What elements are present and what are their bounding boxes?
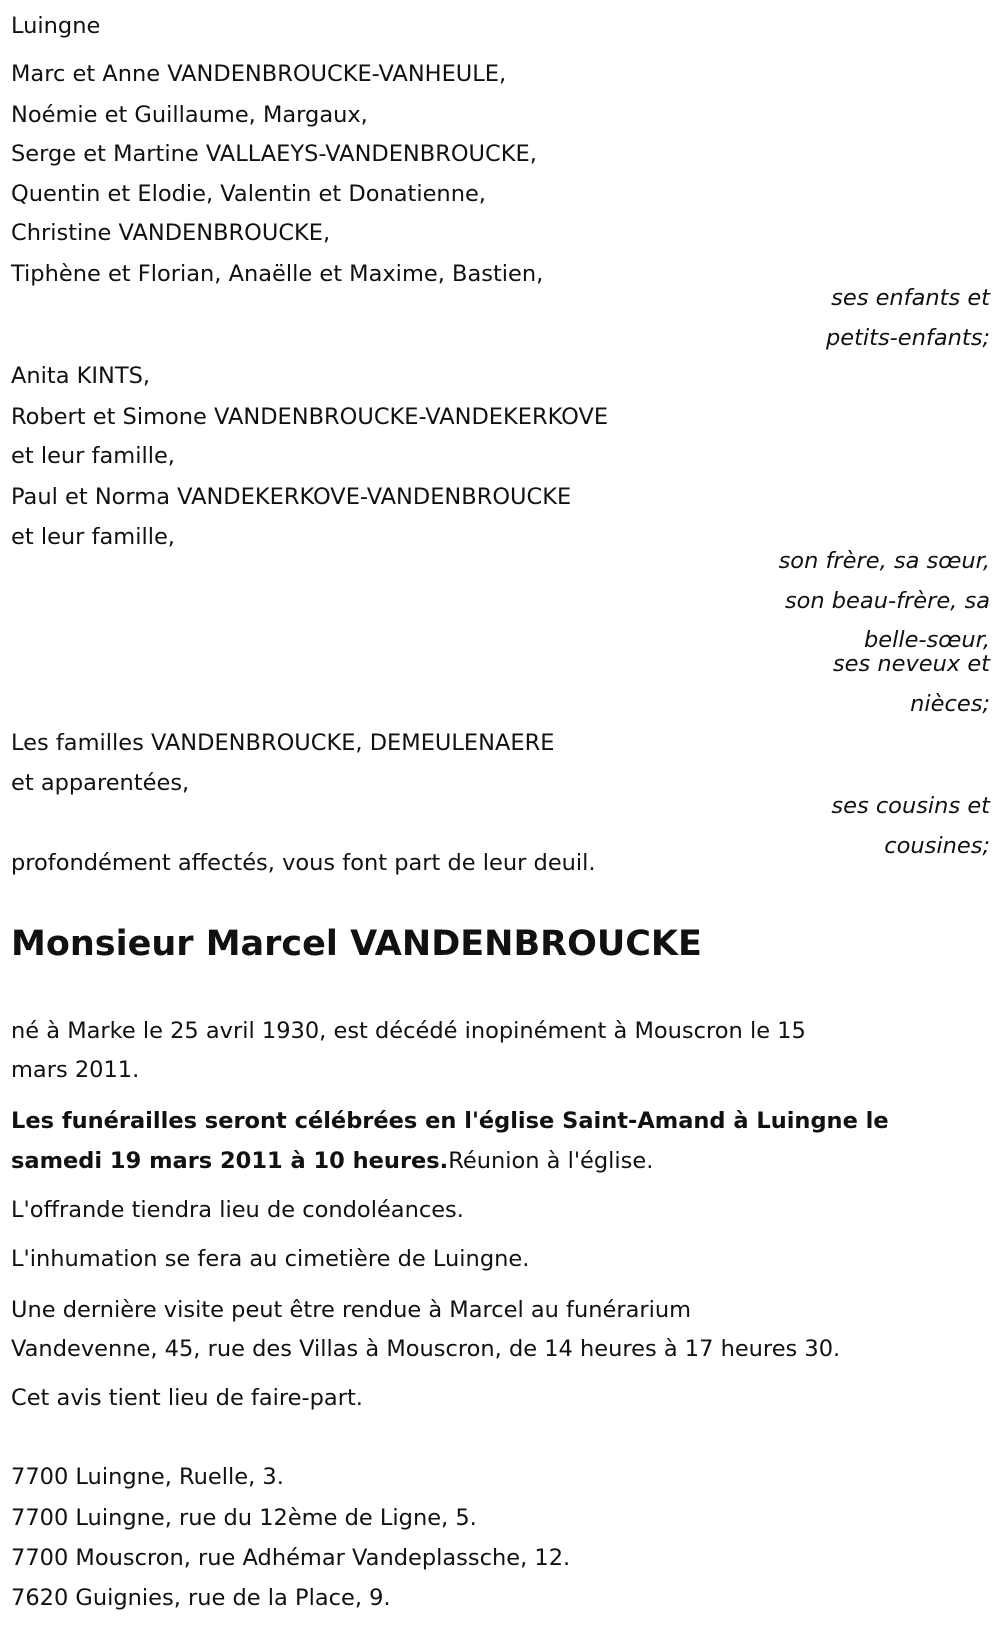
relation-label: ses enfants et [831, 285, 990, 311]
visit: Une dernière visite peut être rendue à Marcel au funérarium [11, 1297, 692, 1323]
family-line: Marc et Anne VANDENBROUCKE-VANHEULE, [11, 61, 507, 87]
relation-label: belle-sœur, [863, 627, 990, 653]
relation-label: cousines; [884, 833, 990, 859]
family-line: et apparentées, [11, 770, 190, 796]
closing-family: profondément affectés, vous font part de leur deuil. [11, 850, 596, 876]
offering: L'offrande tiendra lieu de condoléances. [11, 1197, 464, 1223]
address: 7620 Guignies, rue de la Place, 9. [11, 1585, 391, 1611]
family-line: Anita KINTS, [11, 363, 151, 389]
relation-label: ses cousins et [831, 793, 990, 819]
family-line: Les familles VANDENBROUCKE, DEMEULENAERE [11, 730, 555, 756]
funeral-info-line2 [11, 1141, 653, 1181]
address: 7700 Mouscron, rue Adhémar Vandeplassche, 12. [11, 1545, 571, 1571]
family-line: Robert et Simone VANDENBROUCKE-VANDEKERKOVE [11, 404, 609, 430]
funeral-info: Les funérailles seront célébrées en l'église Saint-Amand à Luingne le [11, 1108, 889, 1134]
family-line: Christine VANDENBROUCKE, [11, 220, 331, 246]
family-line: et leur famille, [11, 524, 175, 550]
funeral-date: samedi 19 mars 2011 à 10 heures. [11, 1148, 449, 1174]
family-line: Quentin et Elodie, Valentin et Donatienne, [11, 181, 486, 207]
birth-death: mars 2011. [11, 1057, 140, 1083]
notice: Cet avis tient lieu de faire-part. [11, 1385, 363, 1411]
relation-label: son beau-frère, sa [784, 588, 990, 614]
burial: L'inhumation se fera au cimetière de Luingne. [11, 1246, 530, 1272]
relation-label: ses neveux et [832, 651, 990, 677]
relation-label: nièces; [910, 691, 990, 717]
address: 7700 Luingne, Ruelle, 3. [11, 1464, 284, 1490]
birth-death: né à Marke le 25 avril 1930, est décédé inopinément à Mouscron le 15 [11, 1018, 806, 1044]
family-line: et leur famille, [11, 443, 175, 469]
visit: Vandevenne, 45, rue des Villas à Mouscron, de 14 heures à 17 heures 30. [11, 1336, 841, 1362]
family-line: Tiphène et Florian, Anaëlle et Maxime, Bastien, [11, 261, 544, 287]
family-line: Serge et Martine VALLAEYS-VANDENBROUCKE, [11, 141, 537, 167]
relation-label: son frère, sa sœur, [778, 548, 990, 574]
location: Luingne [11, 13, 101, 39]
address: 7700 Luingne, rue du 12ème de Ligne, 5. [11, 1505, 477, 1531]
family-line: Noémie et Guillaume, Margaux, [11, 102, 368, 128]
family-line: Paul et Norma VANDEKERKOVE-VANDENBROUCKE [11, 484, 572, 510]
relation-label: petits-enfants; [825, 325, 990, 351]
funeral-meeting: Réunion à l'église. [448, 1148, 654, 1174]
deceased-name: Monsieur Marcel VANDENBROUCKE [11, 924, 702, 964]
